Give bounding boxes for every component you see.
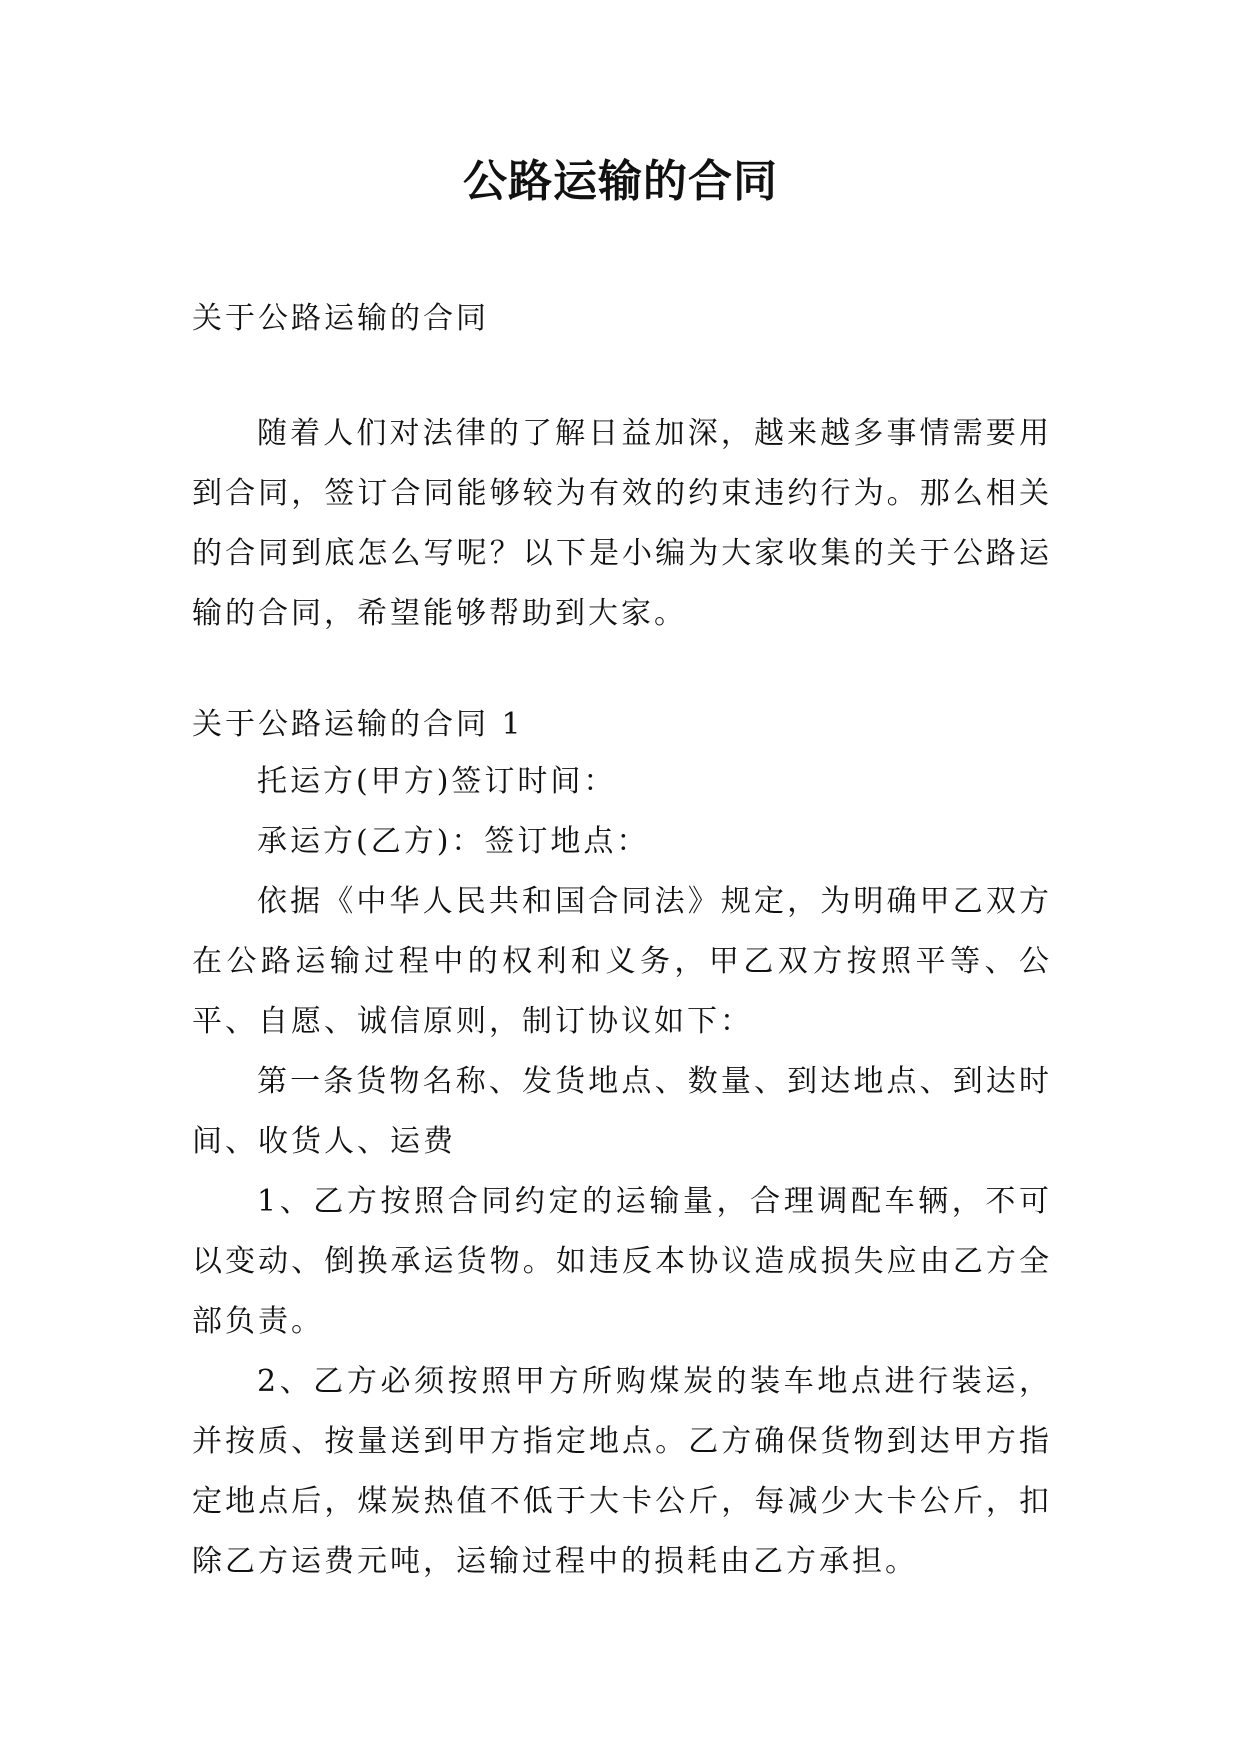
subtitle-text: 关于公路运输的合同 bbox=[192, 301, 489, 336]
preamble-paragraph: 依据《中华人民共和国合同法》规定，为明确甲乙双方在公路运输过程中的权利和义务，甲乙双方按照平等、公平、自愿、诚信原则，制订协议如下： bbox=[192, 884, 1052, 1039]
document-subtitle bbox=[192, 289, 1052, 349]
intro-section bbox=[192, 404, 1052, 644]
article-1-title: 第一条货物名称、发货地点、数量、到达地点、到达时间、收货人、运费 bbox=[192, 1064, 1052, 1159]
clause-2-paragraph: 2、乙方必须按照甲方所购煤炭的装车地点进行装运，并按质、按量送到甲方指定地点。乙方确保货物到达甲方指定地点后，煤炭热值不低于大卡公斤，每减少大卡公斤，扣除乙方运费元吨，运输过程中的损耗由乙方承担。 bbox=[192, 1364, 1052, 1579]
party-b-line: 承运方(乙方)：签订地点： bbox=[257, 824, 650, 859]
section-heading: 关于公路运输的合同 1 bbox=[192, 707, 524, 742]
contract-body bbox=[192, 752, 1052, 1592]
section-heading-block bbox=[192, 695, 1052, 755]
intro-paragraph: 随着人们对法律的了解日益加深，越来越多事情需要用到合同，签订合同能够较为有效的约束违约行为。那么相关的合同到底怎么写呢？以下是小编为大家收集的关于公路运输的合同，希望能够帮助到大家。 bbox=[192, 416, 1052, 631]
document-title: 公路运输的合同 bbox=[463, 156, 778, 207]
party-a-line: 托运方(甲方)签订时间： bbox=[257, 764, 617, 799]
clause-1-paragraph: 1、乙方按照合同约定的运输量，合理调配车辆，不可以变动、倒换承运货物。如违反本协议造成损失应由乙方全部负责。 bbox=[192, 1184, 1052, 1339]
